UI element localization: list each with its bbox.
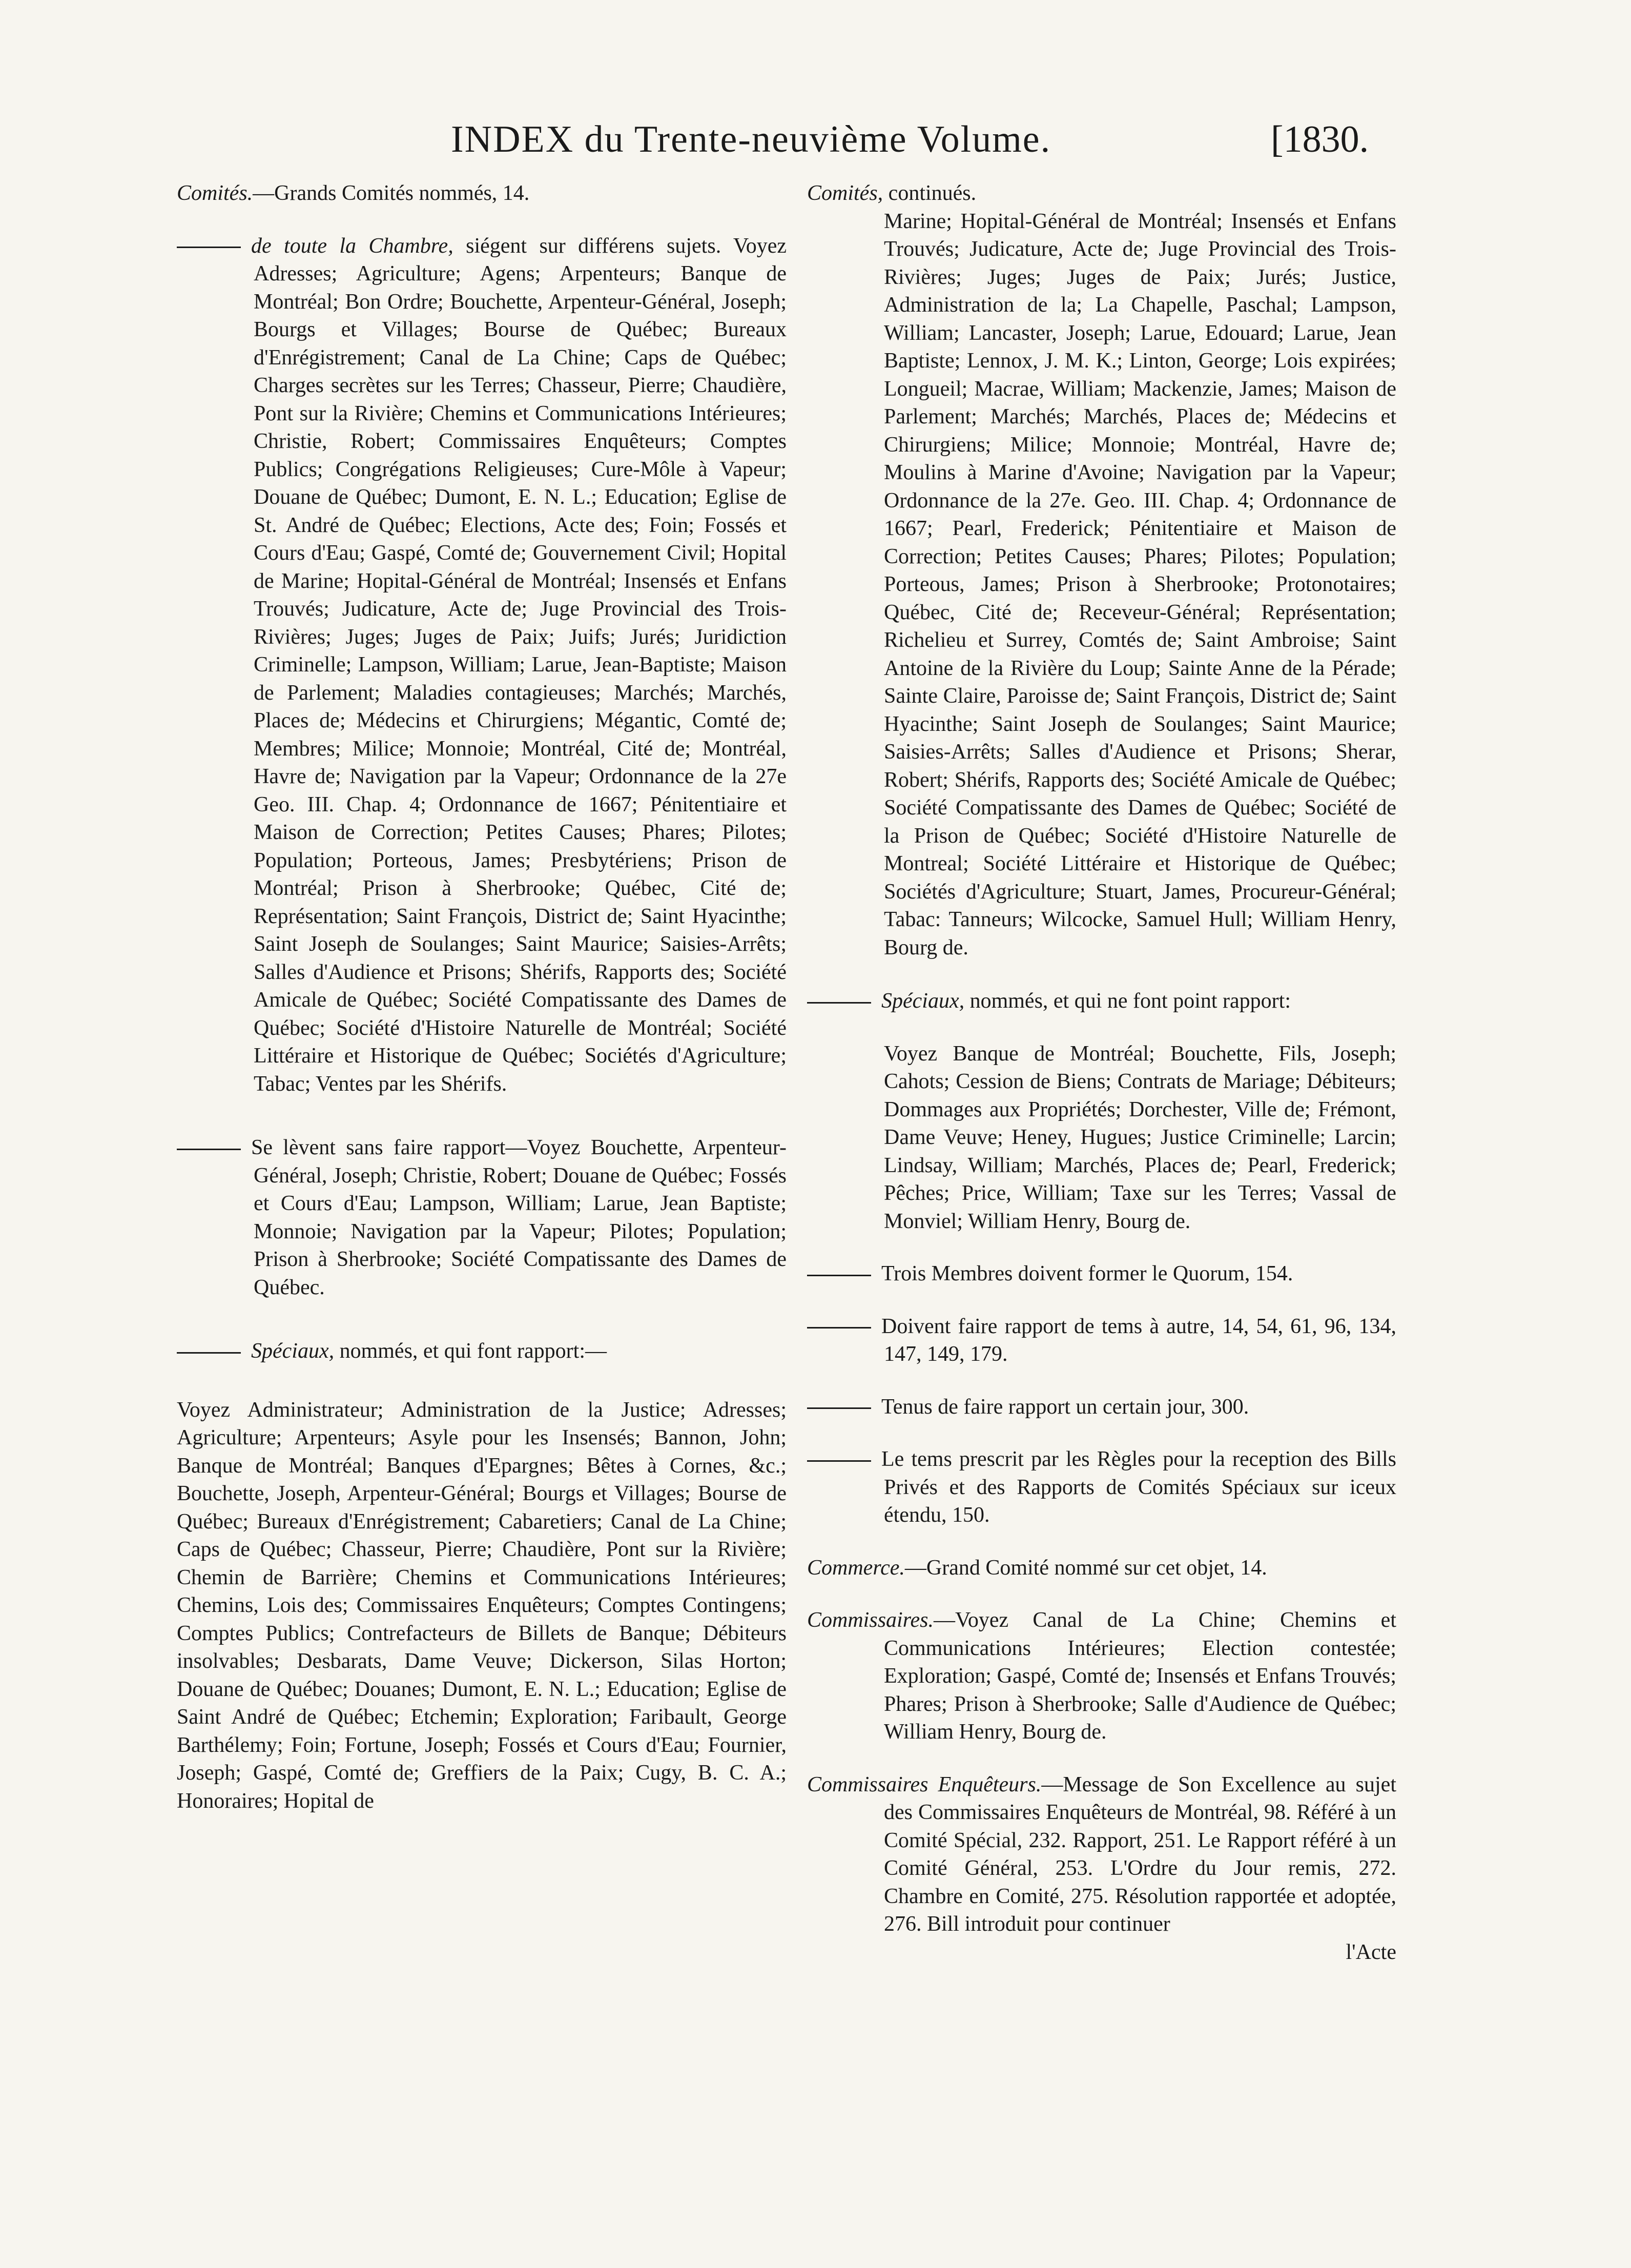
entry-subheading: Spéciaux, — [881, 989, 965, 1013]
dash-rule — [807, 1407, 871, 1409]
entry-text: continués. — [888, 181, 977, 205]
left-column — [177, 179, 787, 1840]
index-entry — [177, 1337, 787, 1365]
entry-text: —Message de Son Excellence au sujet des Commissaires Enquêteurs de Montréal, 98. Référé à un Comité Spécial, 232. Rapport, 251. Le Rapport référé à un Comité Général, 253. L'Ordre du Jour remis, 272. Chambre en Comité, 275. Résolution rapportée et adoptée, 276. Bill introduit pour continuer — [884, 1772, 1396, 1936]
dash-rule — [177, 1149, 241, 1150]
index-entry — [807, 208, 1396, 962]
index-entry — [807, 1606, 1396, 1746]
index-entry — [807, 179, 1396, 208]
entry-text: nommés, et qui font rapport:— — [339, 1339, 607, 1363]
entry-text: —Grand Comité nommé sur cet objet, 14. — [904, 1556, 1267, 1580]
entry-heading: Commissaires Enquêteurs. — [807, 1772, 1042, 1796]
index-entry — [807, 1393, 1396, 1421]
index-entry — [807, 1445, 1396, 1529]
dash-rule — [177, 1352, 241, 1354]
index-entry — [807, 1771, 1396, 1938]
index-entry — [807, 1554, 1396, 1582]
entry-text: nommés, et qui ne font point rapport: — [969, 989, 1291, 1013]
index-entry — [177, 1134, 787, 1301]
running-title: INDEX du Trente-neuvième Volume. — [451, 118, 1051, 160]
entry-text: Le tems prescrit par les Règles pour la reception des Bills Privés et des Rapports de Comités Spéciaux sur iceux étendu, 150. — [881, 1447, 1396, 1527]
index-entry — [177, 179, 787, 208]
dash-rule — [807, 1460, 871, 1462]
dash-rule — [807, 1275, 871, 1276]
index-entry — [807, 1313, 1396, 1368]
dash-rule — [807, 1327, 871, 1329]
entry-text: Tenus de faire rapport un certain jour, 300. — [881, 1395, 1249, 1419]
entry-text: Trois Membres doivent former le Quorum, 154. — [881, 1262, 1293, 1285]
dash-rule — [177, 247, 241, 248]
index-entry — [807, 1040, 1396, 1236]
entry-heading: Comités, — [807, 181, 883, 205]
entry-heading: Comités. — [177, 181, 253, 205]
entry-text: siégent sur différens sujets. Voyez Adresses; Agriculture; Agens; Arpenteurs; Banque de Montréal; Bon Ordre; Bouchette, Arpenteur-Général, Joseph; Bourgs et Villages; Bourse de Québec; Bureaux d'Enrégistrement; Canal de La Chine; Caps de Québec; Charges secrètes sur les Terres; Chasseur, Pierre; Chaudière, Pont sur la Rivière; Chemins et Communications Intérieures; Christie, Robert; Commissaires Enquêteurs; Comptes Publics; Congrégations Religieuses; Cure-Môle à Vapeur; Douane de Québec; Dumont, E. N. L.; Education; Eglise de St. André de Québec; Elections, Acte des; Foin; Fossés et Cours d'Eau; Gaspé, Comté de; Gouvernement Civil; Hopital de Marine; Hopital-Général de Montréal; Insensés et Enfans Trouvés; Judicature, Acte de; Juge Provincial des Trois-Rivières; Juges; Juges de Paix; Juifs; Jurés; Juridiction Criminelle; Lampson, William; Larue, Jean-Baptiste; Maison de Parlement; Maladies contagieuses; Marchés; Marchés, Places de; Médecins et Chirurgiens; Mégantic, Comté de; Membres; Milice; Monnoie; Montréal, Cité de; Montréal, Havre de; Navigation par la Vapeur; Ordonnance de la 27e Geo. III. Chap. 4; Ordonnance de 1667; Pénitentiaire et Maison de Correction; Petites Causes; Phares; Pilotes; Population; Porteous, James; Presbytériens; Prison de Montréal; Prison à Sherbrooke; Québec, Cité de; Représentation; Saint François, District de; Saint Hyacinthe; Saint Joseph de Soulanges; Saint Maurice; Saisies-Arrêts; Salles d'Audience et Prisons; Shérifs, Rapports des; Société Amicale de Québec; Société Compatissante des Dames de Québec; Société d'Histoire Naturelle de Montréal; Société Littéraire et Historique de Québec; Sociétés d'Agriculture; Tabac; Ventes par les Shérifs. — [254, 234, 787, 1096]
entry-subheading: Spéciaux, — [251, 1339, 335, 1363]
index-entry — [807, 987, 1396, 1015]
page-header — [0, 118, 1631, 174]
page-year: [1830. — [1271, 118, 1369, 160]
right-column — [807, 179, 1396, 1966]
entry-text: —Voyez Canal de La Chine; Chemins et Communications Intérieures; Election contestée; Exploration; Gaspé, Comté de; Insensés et Enfans Trouvés; Phares; Prison à Sherbrooke; Salle d'Audience de Québec; William Henry, Bourg de. — [884, 1608, 1396, 1744]
entry-text: Marine; Hopital-Général de Montréal; Insensés et Enfans Trouvés; Judicature, Acte de; Juge Provincial des Trois-Rivières; Juges; Juges de Paix; Jurés; Justice, Administration de la; La Chapelle, Paschal; Lampson, William; Lancaster, Joseph; Larue, Edouard; Larue, Jean Baptiste; Lennox, J. M. K.; Linton, George; Lois expirées; Longueil; Macrae, William; Mackenzie, James; Maison de Parlement; Marchés; Marchés, Places de; Médecins et Chirurgiens; Milice; Monnoie; Montréal, Havre de; Moulins à Marine d'Avoine; Navigation par la Vapeur; Ordonnance de la 27e. Geo. III. Chap. 4; Ordonnance de 1667; Pearl, Frederick; Pénitentiaire et Maison de Correction; Petites Causes; Phares; Pilotes; Population; Porteous, James; Prison à Sherbrooke; Protonotaires; Québec, Cité de; Receveur-Général; Représentation; Richelieu et Surrey, Comtés de; Saint Ambroise; Saint Antoine de la Rivière du Loup; Sainte Anne de la Pérade; Sainte Claire, Paroisse de; Saint François, District de; Saint Hyacinthe; Saint Joseph de Soulanges; Saint Maurice; Saisies-Arrêts; Salles d'Audience et Prisons; Sherar, Robert; Shérifs, Rapports des; Société Amicale de Québec; Société Compatissante des Dames de Québec; Société de la Prison de Québec; Société d'Histoire Naturelle de Montreal; Société Littéraire et Historique de Québec; Sociétés d'Agriculture; Stuart, James, Procureur-Général; Tabac: Tanneurs; Wilcocke, Samuel Hull; William Henry, Bourg de. — [884, 209, 1396, 959]
index-entry — [177, 232, 787, 1098]
index-entry — [807, 1260, 1396, 1288]
entry-heading: Commissaires. — [807, 1608, 934, 1632]
entry-text: Voyez Banque de Montréal; Bouchette, Fils, Joseph; Cahots; Cession de Biens; Contrats de Mariage; Débiteurs; Dommages aux Propriétés; Dorchester, Ville de; Frémont, Dame Veuve; Heney, Hugues; Justice Criminelle; Larcin; Lindsay, William; Marchés, Places de; Pearl, Frederick; Pêches; Price, William; Taxe sur les Terres; Vassal de Monviel; William Henry, Bourg de. — [884, 1041, 1396, 1233]
entry-heading: Commerce. — [807, 1556, 905, 1580]
dash-rule — [807, 1002, 871, 1004]
entry-subheading: de toute la Chambre, — [251, 234, 453, 258]
entry-text: Se lèvent sans faire rapport—Voyez Bouchette, Arpenteur-Général, Joseph; Christie, Robert; Douane de Québec; Fossés et Cours d'Eau; Lampson, William; Larue, Jean Baptiste; Monnoie; Navigation par la Vapeur; Pilotes; Population; Prison à Sherbrooke; Société Compatissante des Dames de Québec. — [251, 1136, 787, 1299]
index-entry — [177, 1396, 787, 1815]
catchword: l'Acte — [1346, 1940, 1396, 1964]
entry-text: —Grands Comités nommés, 14. — [253, 181, 530, 205]
entry-text: Voyez Administrateur; Administration de la Justice; Adresses; Agriculture; Arpenteurs; Asyle pour les Insensés; Bannon, John; Banque de Montréal; Banques d'Epargnes; Bêtes à Cornes, &c.; Bouchette, Joseph, Arpenteur-Général; Bourgs et Villages; Bourse de Québec; Bureaux d'Enrégistrement; Cabaretiers; Canal de La Chine; Caps de Québec; Chasseur, Pierre; Chaudière, Pont sur la Rivière; Chemin de Barrière; Chemins et Communications Intérieures; Chemins, Lois des; Commissaires Enquêteurs; Comptes Contingens; Comptes Publics; Contrefacteurs de Billets de Banque; Débiteurs insolvables; Desbarats, Dame Veuve; Dickerson, Silas Horton; Douane de Québec; Douanes; Dumont, E. N. L.; Education; Eglise de Saint André de Québec; Etchemin; Exploration; Faribault, George Barthélemy; Foin; Fortune, Joseph; Fossés et Cours d'Eau; Fournier, Joseph; Gaspé, Comté de; Greffiers de la Paix; Cugy, B. C. A.; Honoraires; Hopital de — [177, 1398, 787, 1813]
entry-text: Doivent faire rapport de tems à autre, 14, 54, 61, 96, 134, 147, 149, 179. — [881, 1314, 1396, 1366]
